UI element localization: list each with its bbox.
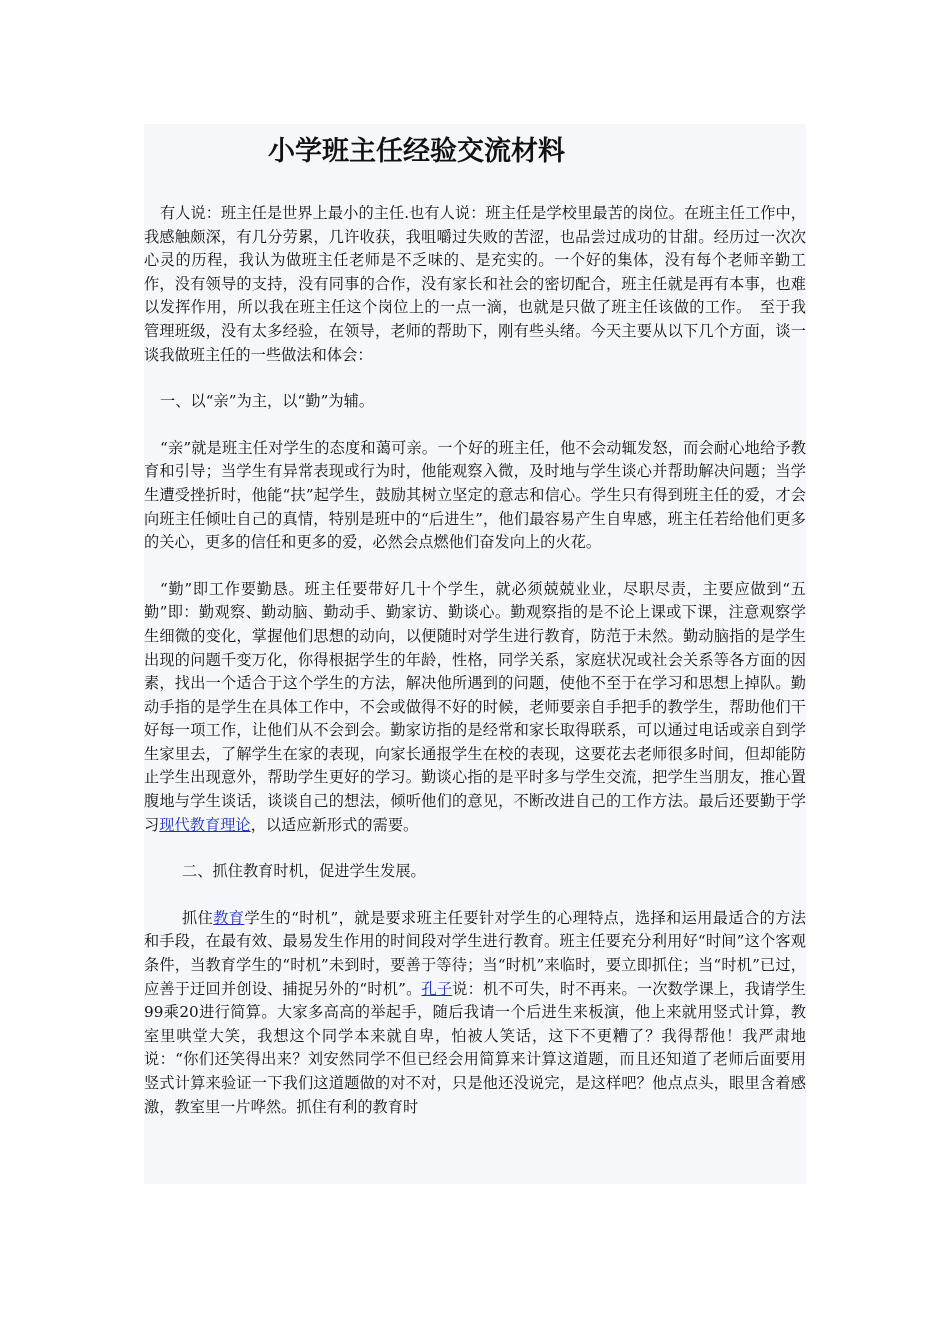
section-heading-2: 二、抓住教育时机，促进学生发展。 xyxy=(182,862,426,881)
paragraph-qin: “亲”就是班主任对学生的态度和蔼可亲。一个好的班主任，他不会动辄发怒，而会耐心地给予教育和引导；当学生有异常表现或行为时，他能观察入微，及时地与学生谈心并帮助解决问题；当学生遭受挫折时，他能“扶”起学生，鼓励其树立坚定的意志和信心。学生只有得到班主任的爱，才会向班主任倾吐自己的真情，特别是班中的“后进生”，他们最容易产生自卑感，班主任若给他们更多的关心，更多的信任和更多的爱，必然会点燃他们奋发向上的火花。 xyxy=(144,438,806,552)
document-title: 小学班主任经验交流材料 xyxy=(268,136,565,167)
paragraph-qin-diligence-text: “勤”即工作要勤恳。班主任要带好几十个学生，就必须兢兢业业，尽职尽责，主要应做到“五勤”即：勤观察、勤动脑、勤动手、勤家访、勤谈心。勤观察指的是不论上课或下课，注意观察学生细微的变化，掌握他们思想的动向，以便随时对学生进行教育，防范于未然。勤动脑指的是学生出现的问题千变万化，你得根据学生的年龄，性格，同学关系，家庭状况或社会关系等各方面的因素，找出一个适合于这个学生的方法，解决他所遇到的问题，使他不至于在学习和思想上掉队。勤动手指的是学生在具体工作中，不会或做得不好的时候，老师要亲自手把手的教学生，帮助他们干好每一项工作，让他们从不会到会。勤家访指的是经常和家长取得联系，可以通过电话或亲自到学生家里去，了解学生在家的表现，向家长通报学生在校的表现，这要花去老师很多时间，但却能防止学生出现意外，帮助学生更好的学习。勤谈心指的是平时多与学生交流，把学生当朋友，推心置腹地与学生谈话，谈谈自己的想法，倾听他们的意见，不断改进自己的工作方法。最后还要勤于学习 xyxy=(144,579,806,834)
section-heading-1: 一、以“亲”为主，以“勤”为辅。 xyxy=(160,392,375,411)
intro-paragraph: 有人说：班主任是世界上最小的主任.也有人说：班主任是学校里最苦的岗位。在班主任工作中，我感触颇深，有几分劳累，几许收获，我咀嚼过失败的苦涩，也品尝过成功的甘甜。经历过一次次心灵的历程，我认为做班主任老师是不乏味的、是充实的。一个好的集体，没有每个老师辛勤工作，没有领导的支持，没有同事的合作，没有家长和社会的密切配合，班主任就是再有本事，也难以发挥作用，所以我在班主任这个岗位上的一点一滴，也就是只做了班主任该做的工作。 至于我管理班级，没有太多经验，在领导，老师的帮助下，刚有些头绪。今天主要从以下几个方面，谈一谈我做班主任的一些做法和体会： xyxy=(144,204,806,364)
paragraph-qin-diligence xyxy=(144,578,806,838)
link-modern-education-theory[interactable]: 现代教育理论 xyxy=(159,815,251,834)
paragraph-timing-start: 抓住 xyxy=(182,908,214,927)
link-confucius[interactable]: 孔子 xyxy=(421,979,453,998)
link-education[interactable]: 教育 xyxy=(213,908,245,927)
paragraph-timing-mid: 学生的“时机”，就是要求班主任要针对学生的心理特点，选择和运用最适合的方法和手段，在最有效、最易发生作用的时间段对学生进行教育。班主任要充分利用好“时间”这个客观条件，当教育学生的“时机”未到时，要善于等待；当“时机”来临时，要立即抓住；当“时机”已过，应善于迂回并创设、捕捉另外的“时机”。 xyxy=(144,908,806,998)
paragraph-qin-diligence-tail: ，以适应新形式的需要。 xyxy=(250,815,419,834)
paragraph-timing-end: 说：机不可失，时不再来。一次数学课上，我请学生99乘20进行简算。大家多高高的举起手，随后我请一个后进生来板演，他上来就用竖式计算，教室里哄堂大笑，我想这个同学本来就自卑，怕被人笑话，这下不更糟了？我得帮他！我严肃地说：“你们还笑得出来？刘安然同学不但已经会用简算来计算这道题，而且还知道了老师后面要用竖式计算来验证一下我们这道题做的对不对，只是他还没说完，是这样吧？他点点头，眼里含着感激，教室里一片哗然。抓住有利的教育时 xyxy=(144,979,806,1116)
document-body xyxy=(144,124,806,1184)
paragraph-timing xyxy=(144,907,806,1119)
